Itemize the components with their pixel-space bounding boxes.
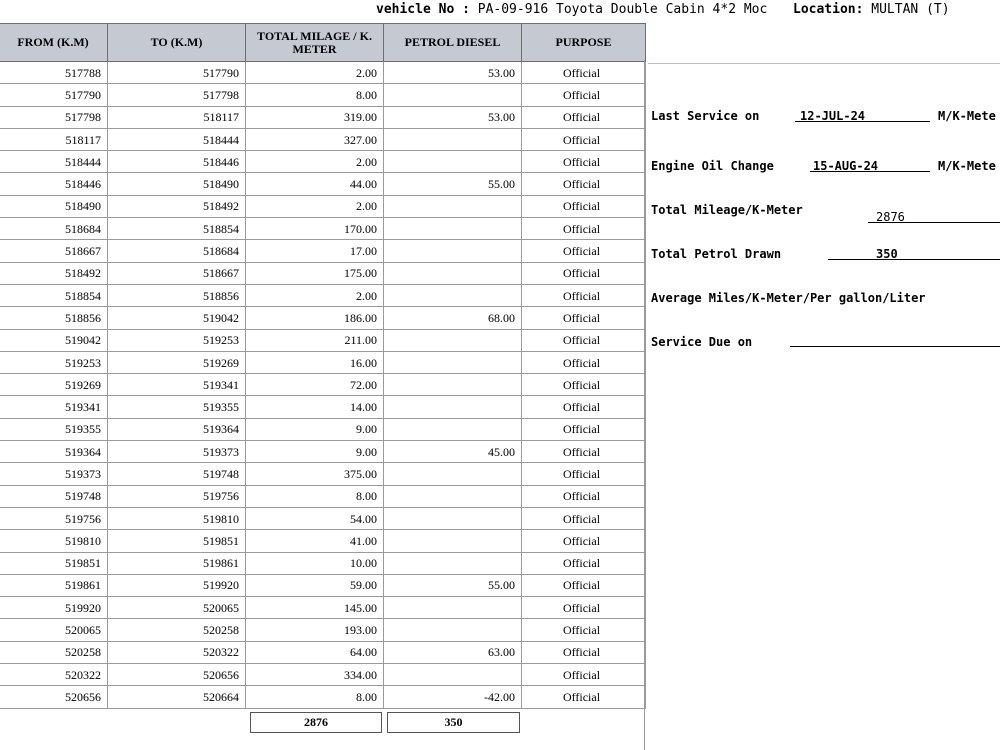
cell-total-mileage: 8.00 xyxy=(246,686,384,708)
cell-purpose: Official xyxy=(522,128,646,150)
cell-purpose: Official xyxy=(522,151,646,173)
cell-petrol-diesel: 55.00 xyxy=(384,173,522,195)
table-body xyxy=(0,62,646,709)
cell-petrol-diesel: 53.00 xyxy=(384,62,522,84)
cell-to-km: 520065 xyxy=(108,597,246,619)
table-row xyxy=(0,396,646,418)
cell-petrol-diesel xyxy=(384,664,522,686)
cell-to-km: 520656 xyxy=(108,664,246,686)
cell-total-mileage: 170.00 xyxy=(246,218,384,240)
cell-to-km: 518446 xyxy=(108,151,246,173)
oil-change-value: 15-AUG-24 xyxy=(813,159,879,173)
total-petrol-label: Total Petrol Drawn xyxy=(651,247,782,261)
cell-to-km: 519756 xyxy=(108,485,246,507)
total-mileage-label: Total Mileage/K-Meter xyxy=(651,203,803,217)
cell-petrol-diesel: 45.00 xyxy=(384,441,522,463)
cell-from-km: 519373 xyxy=(0,463,108,485)
table-row xyxy=(0,552,646,574)
last-service-unit: M/K-Mete xyxy=(938,109,996,123)
table-row xyxy=(0,240,646,262)
cell-from-km: 519748 xyxy=(0,485,108,507)
cell-purpose: Official xyxy=(522,619,646,641)
cell-petrol-diesel xyxy=(384,329,522,351)
table-row xyxy=(0,151,646,173)
table-row xyxy=(0,374,646,396)
cell-from-km: 518490 xyxy=(0,195,108,217)
cell-from-km: 518492 xyxy=(0,262,108,284)
table-row xyxy=(0,664,646,686)
cell-total-mileage: 211.00 xyxy=(246,329,384,351)
cell-to-km: 520664 xyxy=(108,686,246,708)
last-service-label: Last Service on xyxy=(651,109,760,123)
table-row xyxy=(0,284,646,306)
cell-to-km: 519373 xyxy=(108,441,246,463)
cell-from-km: 518117 xyxy=(0,128,108,150)
cell-to-km: 519355 xyxy=(108,396,246,418)
table-row xyxy=(0,463,646,485)
service-due-underline xyxy=(790,346,1000,347)
cell-total-mileage: 72.00 xyxy=(246,374,384,396)
mileage-log-table xyxy=(0,23,646,709)
cell-to-km: 519810 xyxy=(108,507,246,529)
table-row xyxy=(0,128,646,150)
cell-purpose: Official xyxy=(522,597,646,619)
cell-from-km: 519253 xyxy=(0,351,108,373)
cell-purpose: Official xyxy=(522,218,646,240)
cell-total-mileage: 9.00 xyxy=(246,441,384,463)
cell-purpose: Official xyxy=(522,262,646,284)
table-row xyxy=(0,641,646,663)
cell-from-km: 517798 xyxy=(0,106,108,128)
cell-from-km: 519810 xyxy=(0,530,108,552)
cell-purpose: Official xyxy=(522,552,646,574)
cell-purpose: Official xyxy=(522,106,646,128)
cell-to-km: 519364 xyxy=(108,418,246,440)
last-service-underline xyxy=(795,121,930,122)
cell-to-km: 517798 xyxy=(108,84,246,106)
table-row xyxy=(0,307,646,329)
cell-total-mileage: 41.00 xyxy=(246,530,384,552)
cell-purpose: Official xyxy=(522,664,646,686)
cell-to-km: 519920 xyxy=(108,574,246,596)
cell-purpose: Official xyxy=(522,307,646,329)
cell-petrol-diesel xyxy=(384,218,522,240)
cell-purpose: Official xyxy=(522,485,646,507)
table-row xyxy=(0,329,646,351)
oil-change-label: Engine Oil Change xyxy=(651,159,774,173)
table-row xyxy=(0,507,646,529)
cell-to-km: 519269 xyxy=(108,351,246,373)
table-row xyxy=(0,106,646,128)
table-row xyxy=(0,485,646,507)
location xyxy=(793,2,954,17)
vehicle-value: PA-09-916 Toyota Double Cabin 4*2 Moc xyxy=(477,2,768,17)
cell-from-km: 519269 xyxy=(0,374,108,396)
cell-total-mileage: 2.00 xyxy=(246,62,384,84)
cell-total-mileage: 2.00 xyxy=(246,151,384,173)
table-row xyxy=(0,530,646,552)
cell-to-km: 518492 xyxy=(108,195,246,217)
cell-total-mileage: 54.00 xyxy=(246,507,384,529)
cell-petrol-diesel xyxy=(384,530,522,552)
cell-to-km: 519341 xyxy=(108,374,246,396)
cell-purpose: Official xyxy=(522,530,646,552)
cell-to-km: 518684 xyxy=(108,240,246,262)
table-row xyxy=(0,597,646,619)
cell-purpose: Official xyxy=(522,463,646,485)
cell-from-km: 519042 xyxy=(0,329,108,351)
table-row xyxy=(0,619,646,641)
cell-petrol-diesel xyxy=(384,374,522,396)
cell-petrol-diesel: -42.00 xyxy=(384,686,522,708)
cell-petrol-diesel xyxy=(384,418,522,440)
table-row xyxy=(0,84,646,106)
cell-from-km: 518854 xyxy=(0,284,108,306)
cell-from-km: 519861 xyxy=(0,574,108,596)
cell-to-km: 520322 xyxy=(108,641,246,663)
table-row xyxy=(0,574,646,596)
cell-total-mileage: 44.00 xyxy=(246,173,384,195)
cell-total-mileage: 334.00 xyxy=(246,664,384,686)
table-row xyxy=(0,686,646,708)
cell-petrol-diesel xyxy=(384,284,522,306)
cell-to-km: 518667 xyxy=(108,262,246,284)
location-value: MULTAN (T) xyxy=(871,2,950,17)
cell-petrol-diesel xyxy=(384,128,522,150)
last-service-value: 12-JUL-24 xyxy=(800,109,866,123)
col-header-to: TO (K.M) xyxy=(108,24,246,62)
cell-petrol-diesel xyxy=(384,351,522,373)
cell-to-km: 518117 xyxy=(108,106,246,128)
cell-petrol-diesel xyxy=(384,195,522,217)
cell-total-mileage: 145.00 xyxy=(246,597,384,619)
cell-purpose: Official xyxy=(522,441,646,463)
cell-total-mileage: 186.00 xyxy=(246,307,384,329)
oil-change-unit: M/K-Mete xyxy=(938,159,996,173)
cell-to-km: 518444 xyxy=(108,128,246,150)
cell-petrol-diesel xyxy=(384,507,522,529)
cell-purpose: Official xyxy=(522,507,646,529)
col-header-from: FROM (K.M) xyxy=(0,24,108,62)
cell-purpose: Official xyxy=(522,396,646,418)
cell-from-km: 520322 xyxy=(0,664,108,686)
cell-from-km: 520656 xyxy=(0,686,108,708)
cell-total-mileage: 2.00 xyxy=(246,195,384,217)
table-row xyxy=(0,418,646,440)
cell-total-mileage: 193.00 xyxy=(246,619,384,641)
cell-total-mileage: 8.00 xyxy=(246,485,384,507)
cell-purpose: Official xyxy=(522,418,646,440)
cell-from-km: 519756 xyxy=(0,507,108,529)
cell-to-km: 518856 xyxy=(108,284,246,306)
cell-purpose: Official xyxy=(522,84,646,106)
cell-purpose: Official xyxy=(522,329,646,351)
cell-purpose: Official xyxy=(522,240,646,262)
table-row xyxy=(0,62,646,84)
vehicle-label: vehicle No : xyxy=(376,2,470,17)
col-header-purpose: PURPOSE xyxy=(522,24,646,62)
cell-from-km: 517790 xyxy=(0,84,108,106)
cell-purpose: Official xyxy=(522,374,646,396)
cell-purpose: Official xyxy=(522,62,646,84)
cell-petrol-diesel xyxy=(384,597,522,619)
cell-total-mileage: 16.00 xyxy=(246,351,384,373)
table-row xyxy=(0,218,646,240)
cell-to-km: 519748 xyxy=(108,463,246,485)
cell-total-mileage: 14.00 xyxy=(246,396,384,418)
cell-from-km: 519355 xyxy=(0,418,108,440)
cell-petrol-diesel xyxy=(384,240,522,262)
cell-from-km: 517788 xyxy=(0,62,108,84)
table-row xyxy=(0,195,646,217)
cell-from-km: 518856 xyxy=(0,307,108,329)
cell-petrol-diesel xyxy=(384,151,522,173)
cell-petrol-diesel: 53.00 xyxy=(384,106,522,128)
cell-purpose: Official xyxy=(522,641,646,663)
cell-purpose: Official xyxy=(522,351,646,373)
cell-purpose: Official xyxy=(522,686,646,708)
total-mileage-box: 2876 xyxy=(250,712,382,733)
cell-from-km: 518446 xyxy=(0,173,108,195)
cell-from-km: 520065 xyxy=(0,619,108,641)
cell-total-mileage: 64.00 xyxy=(246,641,384,663)
total-mileage-value: 2876 xyxy=(876,210,905,224)
total-petrol-box: 350 xyxy=(387,712,520,733)
cell-petrol-diesel xyxy=(384,463,522,485)
cell-from-km: 520258 xyxy=(0,641,108,663)
cell-purpose: Official xyxy=(522,195,646,217)
oil-change-underline xyxy=(810,171,930,172)
cell-from-km: 519364 xyxy=(0,441,108,463)
cell-total-mileage: 9.00 xyxy=(246,418,384,440)
cell-petrol-diesel xyxy=(384,619,522,641)
col-header-total-mileage: TOTAL MILAGE / K. METER xyxy=(246,24,384,62)
cell-from-km: 519920 xyxy=(0,597,108,619)
cell-purpose: Official xyxy=(522,284,646,306)
cell-to-km: 518854 xyxy=(108,218,246,240)
cell-petrol-diesel: 55.00 xyxy=(384,574,522,596)
col-header-petrol-diesel: PETROL DIESEL xyxy=(384,24,522,62)
cell-petrol-diesel: 63.00 xyxy=(384,641,522,663)
cell-total-mileage: 375.00 xyxy=(246,463,384,485)
cell-total-mileage: 2.00 xyxy=(246,284,384,306)
cell-petrol-diesel xyxy=(384,262,522,284)
cell-to-km: 517790 xyxy=(108,62,246,84)
cell-to-km: 519253 xyxy=(108,329,246,351)
cell-petrol-diesel xyxy=(384,485,522,507)
cell-to-km: 519042 xyxy=(108,307,246,329)
cell-total-mileage: 17.00 xyxy=(246,240,384,262)
vehicle-header xyxy=(0,0,1000,22)
cell-from-km: 519341 xyxy=(0,396,108,418)
cell-petrol-diesel xyxy=(384,84,522,106)
cell-total-mileage: 175.00 xyxy=(246,262,384,284)
cell-petrol-diesel xyxy=(384,552,522,574)
cell-total-mileage: 59.00 xyxy=(246,574,384,596)
average-label: Average Miles/K-Meter/Per gallon/Liter xyxy=(651,291,926,305)
cell-from-km: 518444 xyxy=(0,151,108,173)
table-row xyxy=(0,262,646,284)
cell-total-mileage: 327.00 xyxy=(246,128,384,150)
cell-from-km: 518684 xyxy=(0,218,108,240)
cell-petrol-diesel xyxy=(384,396,522,418)
table-row xyxy=(0,173,646,195)
cell-petrol-diesel: 68.00 xyxy=(384,307,522,329)
location-label: Location: xyxy=(793,2,864,17)
total-petrol-underline xyxy=(828,259,1000,260)
vehicle-number xyxy=(376,2,767,17)
cell-from-km: 519851 xyxy=(0,552,108,574)
table-header-row xyxy=(0,24,646,62)
table-row xyxy=(0,351,646,373)
cell-total-mileage: 10.00 xyxy=(246,552,384,574)
cell-purpose: Official xyxy=(522,173,646,195)
cell-purpose: Official xyxy=(522,574,646,596)
table-right-border xyxy=(644,60,645,750)
cell-to-km: 519851 xyxy=(108,530,246,552)
info-top-rule xyxy=(648,63,1000,64)
cell-total-mileage: 319.00 xyxy=(246,106,384,128)
cell-from-km: 518667 xyxy=(0,240,108,262)
total-petrol-value: 350 xyxy=(876,247,898,261)
service-due-label: Service Due on xyxy=(651,335,753,349)
cell-to-km: 520258 xyxy=(108,619,246,641)
cell-to-km: 519861 xyxy=(108,552,246,574)
cell-to-km: 518490 xyxy=(108,173,246,195)
total-mileage-underline xyxy=(868,222,1000,223)
table-row xyxy=(0,441,646,463)
cell-total-mileage: 8.00 xyxy=(246,84,384,106)
